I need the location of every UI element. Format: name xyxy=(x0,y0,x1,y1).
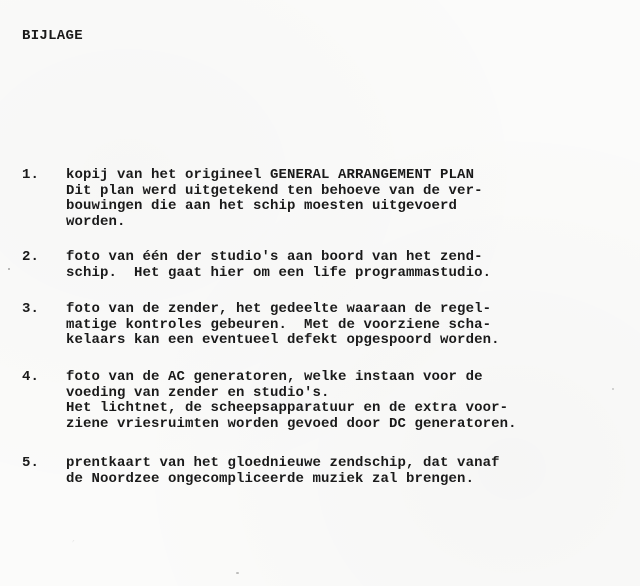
item-line: de Noordzee ongecompliceerde muziek zal brengen. xyxy=(66,470,475,487)
paper-speck xyxy=(612,388,614,390)
item-text xyxy=(66,456,640,487)
item-line: ziene vriesruimten worden gevoed door DC generatoren. xyxy=(66,415,517,432)
paper-speck xyxy=(8,268,10,270)
item-line: worden. xyxy=(66,213,126,230)
item-line: Het lichtnet, de scheepsapparatuur en de extra voor- xyxy=(66,400,509,417)
paper-speck xyxy=(236,572,239,574)
item-number: 4. xyxy=(22,369,40,385)
item-line: prentkaart van het gloednieuwe zendschip, dat vanaf xyxy=(66,455,500,471)
item-number: 1. xyxy=(22,167,40,183)
item-number: 3. xyxy=(22,301,40,317)
document-heading: BIJLAGE xyxy=(22,28,83,44)
item-line: schip. Het gaat hier om een life programmastudio. xyxy=(66,264,492,281)
faint-mark-icon: ′ xyxy=(72,538,75,552)
item-line: foto van de AC generatoren, welke instaan voor de xyxy=(66,369,483,385)
item-line: foto van de zender, het gedeelte waaraan de regel- xyxy=(66,301,492,317)
item-line: kopij van het origineel GENERAL ARRANGEMENT PLAN xyxy=(66,167,475,183)
item-line: foto van één der studio's aan boord van het zend- xyxy=(66,249,483,265)
item-line: matige kontroles gebeuren. Met de voorziene scha- xyxy=(66,316,492,333)
item-text xyxy=(66,370,640,432)
item-text xyxy=(66,250,640,281)
item-line: kelaars kan een eventueel defekt opgespoord worden. xyxy=(66,332,500,349)
item-number: 2. xyxy=(22,249,40,265)
item-number: 5. xyxy=(22,455,40,471)
item-text xyxy=(66,168,640,230)
item-line: voeding van zender en studio's. xyxy=(66,384,330,401)
item-line: Dit plan werd uitgetekend ten behoeve van de ver- xyxy=(66,182,483,199)
item-line: bouwingen die aan het schip moesten uitgevoerd xyxy=(66,198,458,215)
item-text xyxy=(66,302,640,349)
